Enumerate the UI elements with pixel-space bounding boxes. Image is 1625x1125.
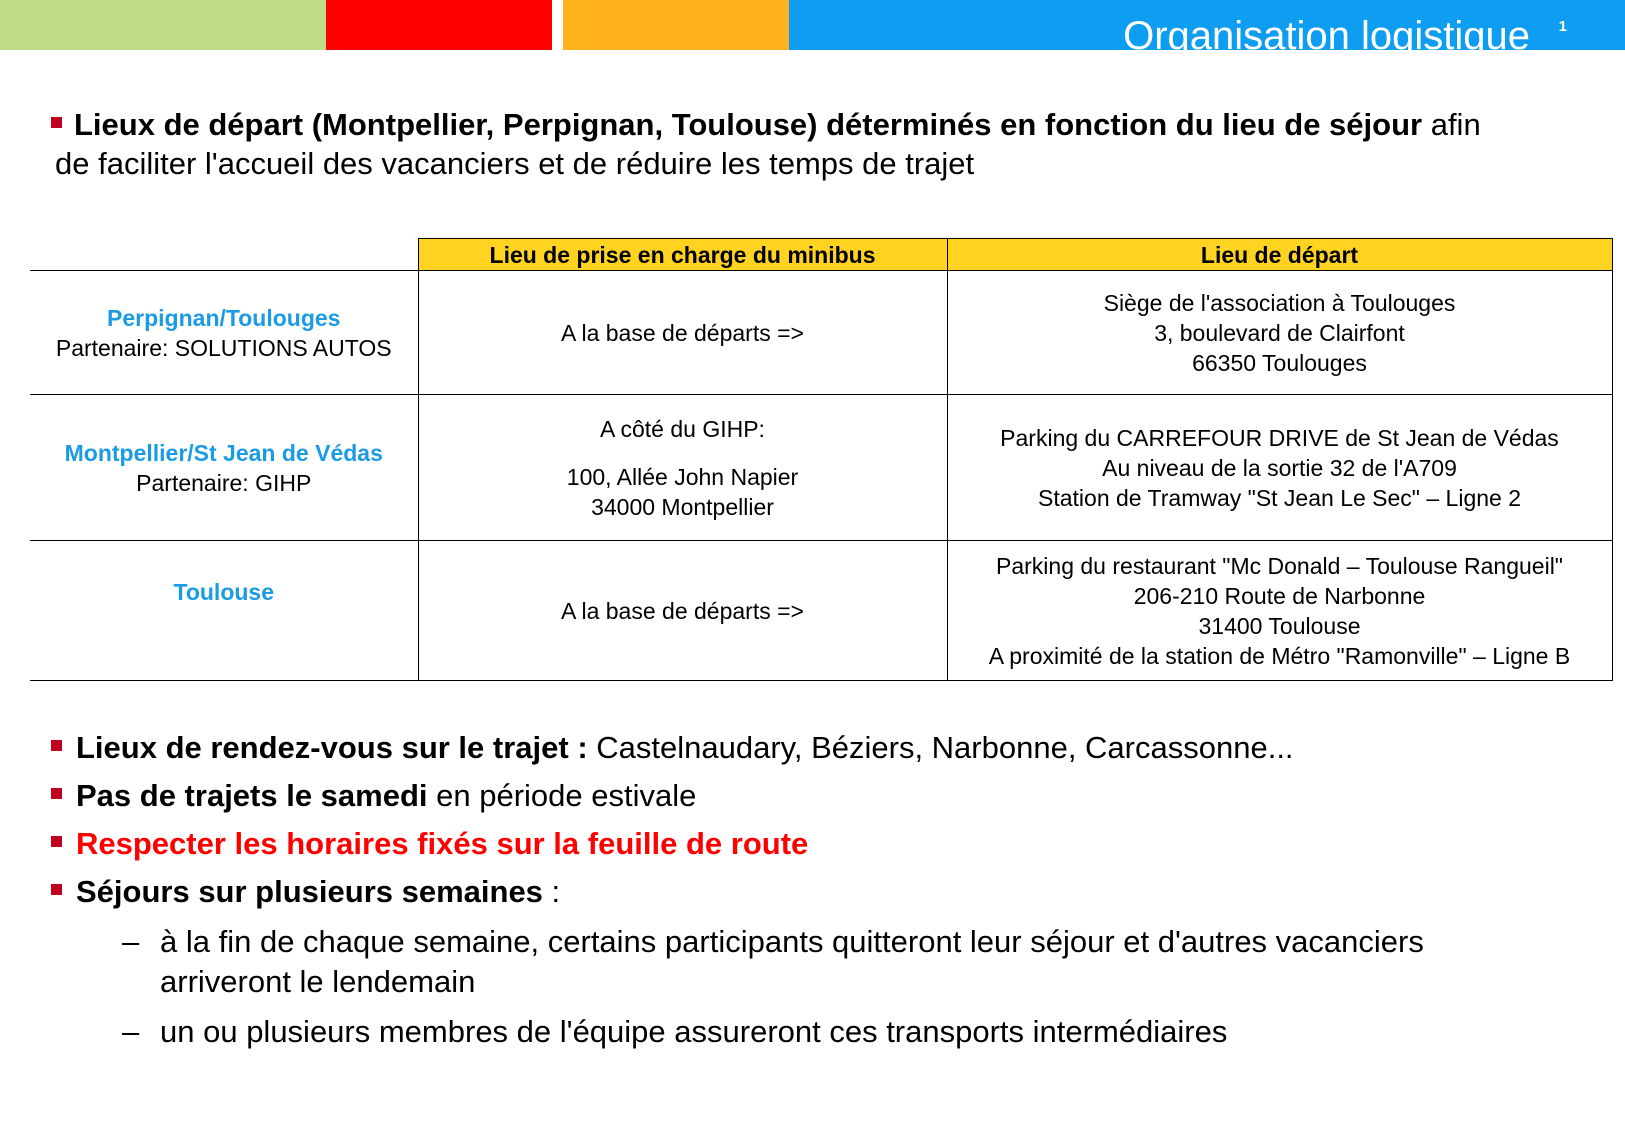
bullet-marker-icon [51, 836, 62, 847]
bullet-marker-icon [51, 884, 62, 895]
departure-line: 3, boulevard de Clairfont [1154, 319, 1405, 346]
bullet-rest: Castelnaudary, Béziers, Narbonne, Carcassonne... [587, 730, 1294, 765]
header-color-block-green [0, 0, 326, 50]
departure-line: A proximité de la station de Métro "Ramonville" – Ligne B [988, 642, 1571, 669]
bullet-rendezvous [76, 728, 1294, 768]
bullet-bold: Lieux de rendez-vous sur le trajet : [76, 730, 588, 765]
departure-line: 206-210 Route de Narbonne [1133, 582, 1426, 609]
table-header-row [30, 239, 1612, 271]
bullet-saturday [76, 776, 696, 816]
sub-bullet-line: arriveront le lendemain [160, 964, 476, 999]
table-row [30, 395, 1612, 541]
departure-line: 31400 Toulouse [1198, 612, 1361, 639]
partner-name: Partenaire: GIHP [136, 469, 312, 496]
table-header-pickup: Lieu de prise en charge du minibus [418, 239, 947, 271]
table-cell-departure [947, 395, 1612, 541]
table-cell-city [30, 271, 418, 395]
departure-line: Siège de l'association à Toulouges [1103, 289, 1456, 316]
table-row [30, 541, 1612, 681]
departure-line: Parking du CARREFOUR DRIVE de St Jean de Védas [1000, 424, 1559, 451]
sub-bullet-line: à la fin de chaque semaine, certains participants quitteront leur séjour et d'autres vacanciers [160, 924, 1424, 959]
bullet-schedule [76, 824, 808, 864]
pickup-line: A la base de départs => [561, 597, 804, 624]
sub-bullet-line: un ou plusieurs membres de l'équipe assureront ces transports intermédiaires [160, 1014, 1228, 1049]
departure-line: Au niveau de la sortie 32 de l'A709 [1102, 454, 1457, 481]
table-header-blank [30, 239, 418, 271]
page-number: 1 [1558, 18, 1567, 35]
table-cell-city [30, 541, 418, 681]
dash-icon: – [122, 924, 140, 959]
pickup-line: A côté du GIHP: [600, 415, 765, 442]
table-cell-city [30, 395, 418, 541]
bullet-multi-week [76, 872, 560, 912]
departure-line: Parking du restaurant "Mc Donald – Toulouse Rangueil" [996, 552, 1563, 579]
city-name: Toulouse [173, 579, 274, 605]
departure-table [30, 238, 1613, 681]
table-cell-pickup [418, 395, 947, 541]
dash-icon: – [122, 1014, 140, 1049]
pickup-line: 100, Allée John Napier [566, 463, 799, 490]
departure-line: 66350 Toulouges [1192, 349, 1367, 376]
bullet-marker-icon [51, 740, 62, 751]
intro-line-1 [74, 105, 1481, 145]
city-name: Montpellier/St Jean de Védas [64, 439, 383, 466]
bullet-bold: Séjours sur plusieurs semaines [76, 874, 543, 909]
intro-bold: Lieux de départ (Montpellier, Perpignan, Toulouse) déterminés en fonction du lieu de séjour [74, 107, 1423, 142]
bullet-marker-icon [51, 117, 62, 128]
table-header-departure: Lieu de départ [947, 239, 1612, 271]
table-row [30, 271, 1612, 395]
table-cell-pickup [418, 271, 947, 395]
bullet-marker-icon [51, 788, 62, 799]
pickup-gap [425, 444, 941, 462]
city-name: Perpignan/Toulouges [107, 304, 341, 331]
page-title: Organisation logistique [1123, 14, 1530, 58]
bullet-red: Respecter les horaires fixés sur la feuille de route [76, 826, 809, 861]
table-cell-departure [947, 271, 1612, 395]
bullet-rest: en période estivale [427, 778, 697, 813]
pickup-line: 34000 Montpellier [591, 493, 774, 520]
table-cell-pickup [418, 541, 947, 681]
bullet-bold: Pas de trajets le samedi [76, 778, 428, 813]
header-color-block-red [326, 0, 552, 50]
bullet-rest: : [542, 874, 561, 909]
header-color-block-orange [563, 0, 789, 50]
table-cell-departure [947, 541, 1612, 681]
pickup-line: A la base de départs => [561, 319, 804, 346]
intro-rest: afin [1422, 107, 1481, 142]
intro-line-2: de faciliter l'accueil des vacanciers et de réduire les temps de trajet [55, 146, 975, 181]
partner-name: Partenaire: SOLUTIONS AUTOS [55, 334, 392, 361]
departure-line: Station de Tramway "St Jean Le Sec" – Ligne 2 [1038, 484, 1521, 511]
header-bar [0, 0, 1625, 58]
